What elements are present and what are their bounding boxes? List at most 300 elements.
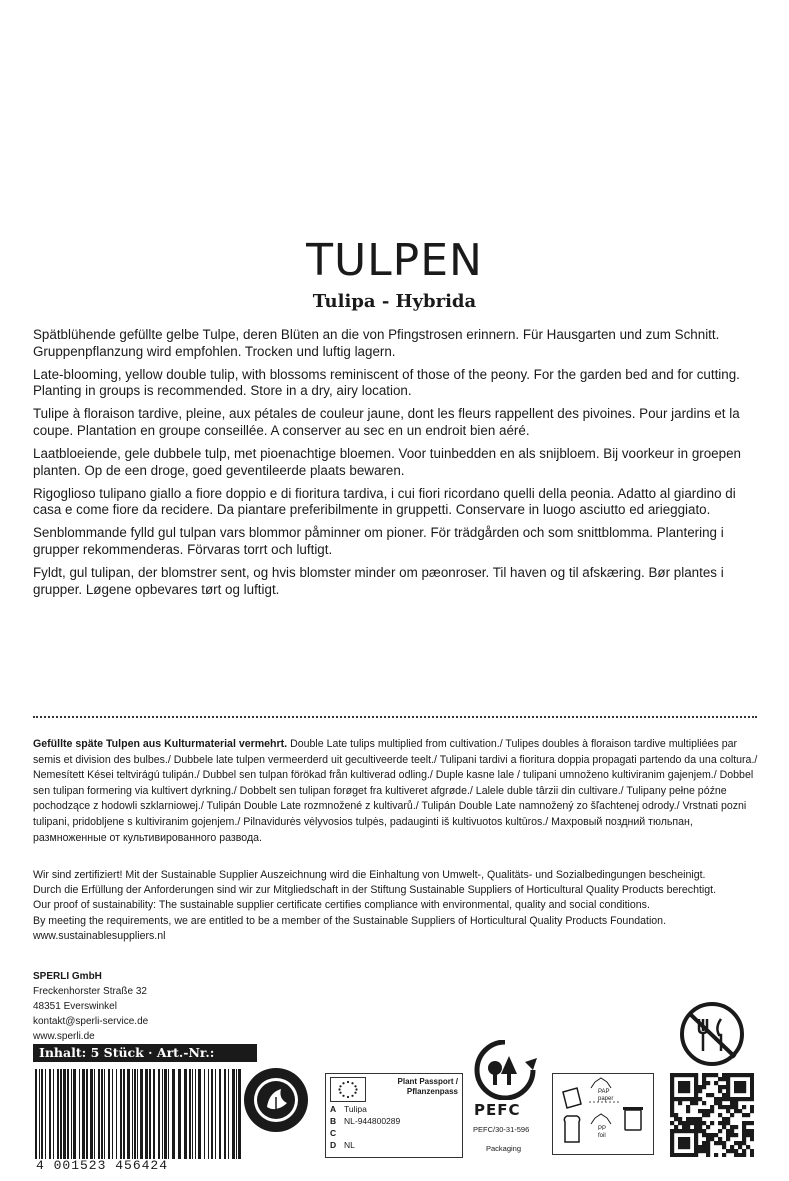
qr-module [678,1129,682,1133]
qr-module [750,1153,754,1157]
description-nl: Laatbloeiende, gele dubbele tulp, met pioenachtige bloemen. Voor tuinbedden en als snijbloem. Bij voorkeur in groepen planten. Op de een droge, goed geventileerde plaats bewaren. [33,446,741,478]
barcode-bar [112,1069,113,1159]
qr-module [670,1137,674,1141]
qr-module [694,1085,698,1089]
qr-module [686,1125,690,1129]
barcode-bar [149,1069,151,1159]
certification-text [33,868,773,944]
qr-module [674,1153,678,1157]
qr-module [718,1097,722,1101]
qr-module [742,1133,746,1137]
barcode-bar [238,1069,241,1159]
pefc-label: PEFC [474,1101,521,1119]
qr-module [694,1149,698,1153]
barcode-bar [71,1069,72,1159]
qr-module [726,1077,730,1081]
qr-module [702,1141,706,1145]
qr-module [678,1089,682,1093]
qr-module [722,1145,726,1149]
qr-module [694,1153,698,1157]
cert-url: www.sustainablesuppliers.nl [33,929,166,942]
qr-module [694,1081,698,1085]
barcode-bar [123,1069,125,1159]
qr-module [682,1145,686,1149]
barcode-bar [140,1069,143,1159]
qr-module [694,1077,698,1081]
qr-module [742,1141,746,1145]
qr-code-icon [670,1073,754,1157]
qr-module [670,1149,674,1153]
qr-module [710,1073,714,1077]
qr-module [742,1085,746,1089]
qr-module [714,1153,718,1157]
qr-module [738,1089,742,1093]
cert-line: By meeting the requirements, we are entitled to be a member of the Sustainable Suppliers of Horticultural Quality Products Foundation. [33,914,667,927]
qr-module [686,1129,690,1133]
qr-module [718,1113,722,1117]
barcode-bar [127,1069,130,1159]
qr-module [706,1133,710,1137]
barcode-bar [236,1069,237,1159]
barcode-bar [53,1069,54,1159]
passport-title-line: Plant Passport / [397,1077,458,1086]
passport-row [330,1104,367,1114]
qr-module [686,1137,690,1141]
passport-value: Tulipa [344,1104,367,1114]
qr-module [694,1093,698,1097]
qr-module [682,1081,686,1085]
qr-module [726,1133,730,1137]
qr-module [734,1149,738,1153]
qr-module [690,1097,694,1101]
qr-module [678,1153,682,1157]
qr-module [694,1133,698,1137]
barcode-bar [178,1069,181,1159]
qr-module [742,1137,746,1141]
qr-module [706,1145,710,1149]
description-sv: Senblommande fylld gul tulpan vars blommor påminner om pioner. För trädgården och som snittblomma. Plantering i grupper rekommenderas. Förvaras torrt och luftigt. [33,525,724,558]
qr-module [722,1073,726,1077]
passport-value: NL-944800289 [344,1116,401,1126]
qr-module [682,1125,686,1129]
qr-module [730,1145,734,1149]
qr-module [742,1153,746,1157]
qr-module [690,1101,694,1105]
qr-module [714,1081,718,1085]
pap-label: PAP [598,1089,610,1095]
qr-module [746,1129,750,1133]
barcode-bar [120,1069,122,1159]
paper-label: paper [598,1096,614,1102]
qr-module [706,1073,710,1077]
qr-module [690,1121,694,1125]
qr-module [722,1141,726,1145]
qr-module [670,1105,674,1109]
qr-module [750,1097,754,1101]
qr-module [742,1121,746,1125]
qr-module [686,1089,690,1093]
barcode-bar [198,1069,201,1159]
qr-module [718,1129,722,1133]
qr-module [734,1085,738,1089]
cert-line: Durch die Erfüllung der Anforderungen sind wir zur Mitgliedschaft in der Stiftung Sustainable Suppliers of Horticultural Quality Products berechtigt. [33,884,717,897]
qr-module [678,1117,682,1121]
barcode-bar [67,1069,69,1159]
company-email: kontakt@sperli-service.de [33,1016,149,1027]
qr-module [694,1117,698,1121]
qr-module [718,1105,722,1109]
passport-value: NL [344,1140,355,1150]
content-article-label: Inhalt: 5 Stück · Art.-Nr.: [33,1044,257,1062]
barcode-bar [162,1069,163,1159]
company-address [33,969,333,1044]
qr-module [722,1077,726,1081]
qr-module [670,1093,674,1097]
qr-module [710,1105,714,1109]
barcode-bar [86,1069,88,1159]
barcode-bar [73,1069,76,1159]
foil-label: foil [598,1133,606,1139]
recycle-foil-labels [598,1126,606,1140]
qr-module [746,1097,750,1101]
qr-module [702,1133,706,1137]
company-city: 48351 Everswinkel [33,1001,117,1012]
qr-module [706,1149,710,1153]
qr-module [726,1093,730,1097]
qr-module [698,1085,702,1089]
qr-module [750,1073,754,1077]
qr-module [710,1121,714,1125]
qr-module [718,1089,722,1093]
qr-module [690,1117,694,1121]
qr-module [698,1129,702,1133]
qr-module [682,1089,686,1093]
qr-module [738,1097,742,1101]
qr-module [730,1097,734,1101]
sustainable-supplier-logo-icon [243,1067,309,1133]
qr-module [706,1093,710,1097]
barcode-bar [39,1069,40,1159]
qr-module [706,1113,710,1117]
passport-title [398,1077,458,1097]
qr-module [670,1077,674,1081]
qr-module [714,1073,718,1077]
qr-module [670,1073,674,1077]
pefc-packaging: Packaging [486,1144,522,1153]
qr-module [694,1121,698,1125]
qr-module [694,1145,698,1149]
barcode-bar [82,1069,85,1159]
qr-module [734,1125,738,1129]
barcode-bar [232,1069,235,1159]
qr-module [694,1137,698,1141]
qr-module [670,1085,674,1089]
qr-module [706,1109,710,1113]
barcode-bar [104,1069,105,1159]
pefc-code: PEFC/30-31-596 [473,1125,530,1134]
qr-module [718,1101,722,1105]
barcode-bar [49,1069,51,1159]
qr-module [698,1117,702,1121]
barcode-bar [45,1069,46,1159]
qr-module [726,1137,730,1141]
barcode-bar [98,1069,100,1159]
barcode-bar [189,1069,191,1159]
qr-module [734,1089,738,1093]
barcode-bar [204,1069,205,1159]
barcode-bar [108,1069,110,1159]
qr-module [742,1081,746,1085]
qr-module [686,1105,690,1109]
qr-module [718,1137,722,1141]
origin-statement [33,737,758,846]
barcode-bar [57,1069,59,1159]
company-web: www.sperli.de [33,1031,95,1042]
qr-module [702,1113,706,1117]
qr-module [686,1073,690,1077]
barcode-bar [101,1069,103,1159]
qr-module [710,1093,714,1097]
qr-module [742,1125,746,1129]
qr-module [750,1129,754,1133]
product-descriptions [33,327,763,605]
qr-module [722,1121,726,1125]
qr-module [674,1113,678,1117]
qr-module [746,1145,750,1149]
qr-module [690,1073,694,1077]
qr-module [682,1153,686,1157]
qr-module [722,1105,726,1109]
passport-key: B [330,1116,337,1126]
qr-module [698,1121,702,1125]
qr-module [682,1097,686,1101]
qr-module [726,1081,730,1085]
barcode-bar [153,1069,155,1159]
qr-module [702,1149,706,1153]
qr-module [706,1137,710,1141]
qr-module [686,1081,690,1085]
qr-module [706,1141,710,1145]
qr-module [682,1085,686,1089]
qr-module [678,1121,682,1125]
qr-module [690,1129,694,1133]
recycle-paper-labels [598,1089,613,1103]
qr-module [718,1121,722,1125]
qr-module [698,1109,702,1113]
plant-passport [325,1073,463,1158]
qr-module [702,1073,706,1077]
qr-module [670,1101,674,1105]
recycle-icon [553,1074,653,1154]
qr-module [694,1125,698,1129]
qr-module [750,1109,754,1113]
qr-module [722,1153,726,1157]
barcode-bar [228,1069,229,1159]
passport-row [330,1140,355,1150]
barcode-bar [41,1069,43,1159]
qr-module [682,1129,686,1133]
qr-module [726,1073,730,1077]
qr-module [726,1129,730,1133]
qr-module [730,1149,734,1153]
qr-module [670,1141,674,1145]
qr-module [710,1109,714,1113]
qr-module [734,1141,738,1145]
qr-module [710,1133,714,1137]
qr-module [678,1101,682,1105]
qr-module [698,1145,702,1149]
qr-module [670,1113,674,1117]
qr-module [694,1089,698,1093]
qr-module [750,1085,754,1089]
barcode-bar [145,1069,148,1159]
qr-module [750,1149,754,1153]
barcode-bar [132,1069,133,1159]
qr-module [750,1081,754,1085]
eu-flag-icon [330,1077,366,1102]
qr-module [682,1141,686,1145]
qr-module [698,1097,702,1101]
qr-module [702,1085,706,1089]
qr-module [750,1077,754,1081]
barcode-bar [90,1069,93,1159]
qr-module [718,1141,722,1145]
pp-label: PP [598,1126,607,1132]
barcode-bar [134,1069,136,1159]
qr-module [730,1113,734,1117]
qr-module [686,1117,690,1121]
qr-module [710,1137,714,1141]
qr-module [738,1081,742,1085]
qr-module [678,1073,682,1077]
qr-module [694,1141,698,1145]
passport-key: C [330,1128,337,1138]
qr-module [702,1129,706,1133]
qr-module [670,1121,674,1125]
cert-line: Wir sind zertifiziert! Mit der Sustainable Supplier Auszeichnung wird die Einhaltung von Umwelt-, Qualitäts- und Sozialbedingungen bescheinigt. [33,869,706,881]
qr-module [670,1097,674,1101]
qr-module [686,1097,690,1101]
company-street: Freckenhorster Straße 32 [33,986,147,997]
qr-module [694,1097,698,1101]
qr-module [714,1101,718,1105]
description-fr: Tulipe à floraison tardive, pleine, aux pétales de couleur jaune, dont les fleurs rappellent des pivoines. Pour jardins et la coupe. Plantation en groupe conseillée. A conserver au sec en un endroit bien aéré. [33,406,740,438]
qr-module [742,1149,746,1153]
description-da: Fyldt, gul tulipan, der blomstrer sent, og hvis blomster minder om pæonroser. Til haven og til afskæring. Bør plantes i grupper. Løgene opbevares tørt og luftigt. [33,565,724,597]
recycling-info [552,1073,654,1155]
product-subtitle: Tulipa - Hybrida [312,291,477,312]
qr-module [722,1097,726,1101]
barcode-bar [192,1069,193,1159]
qr-module [734,1105,738,1109]
qr-module [670,1129,674,1133]
qr-module [702,1077,706,1081]
qr-module [750,1089,754,1093]
pefc-tree-icon [471,1040,539,1100]
origin-text: Double Late tulips multiplied from cultivation./ Tulipes doubles à floraison tardive multipliées par semis et division des bulbes./ Dubbele late tulpen vermeerderd uit gecultiveerde teelt./ Tulipani tardivi a fioritura doppia propagati partendo da una coltura./ Nemesített Kései teltvirágú tulipán./ Dubbel sen tulpan förökad från kultiverad odling./ Duple kasne lale / tulipani umnoženo kultiviranim gajenjem./ Dobbel sen tulipan formering via kultivert dyrkning./ Dobbelt sen tulipan forøget fra kultiveret afgrøde./ Lalele duble târzii din cultivare./ Tulipany pełne późne pochodzące z hodowli szklarniowej./ Tulipán Double Late rozmnožené z kultivarů./ Tulipán Double Late namnožený zo šľachtenej odrody./ Vrstnati pozni tulipani, pridobljene s kultiviranim gojenjem./ Pilnavidurės vėlyvosios tulpės, padauginti iš kultivuotos kultūros./ Махровый поздний тюльпан, размноженные от культивированного развода. [33,738,758,844]
qr-module [750,1105,754,1109]
qr-module [714,1133,718,1137]
qr-module [746,1121,750,1125]
qr-module [682,1073,686,1077]
qr-module [746,1073,750,1077]
qr-module [742,1113,746,1117]
qr-module [714,1097,718,1101]
barcode-bar [79,1069,80,1159]
qr-module [722,1093,726,1097]
qr-module [742,1129,746,1133]
qr-module [678,1097,682,1101]
qr-module [726,1089,730,1093]
qr-module [686,1121,690,1125]
qr-module [702,1145,706,1149]
qr-module [698,1125,702,1129]
qr-module [698,1089,702,1093]
qr-module [678,1137,682,1141]
qr-module [734,1109,738,1113]
qr-module [702,1081,706,1085]
qr-module [674,1117,678,1121]
qr-module [746,1113,750,1117]
qr-module [686,1109,690,1113]
qr-module [726,1097,730,1101]
qr-module [742,1097,746,1101]
qr-module [734,1153,738,1157]
qr-module [698,1149,702,1153]
qr-module [726,1149,730,1153]
qr-module [730,1133,734,1137]
qr-module [678,1145,682,1149]
origin-lead: Gefüllte späte Tulpen aus Kulturmaterial vermehrt. [33,738,288,750]
qr-module [750,1133,754,1137]
qr-module [738,1073,742,1077]
qr-module [690,1153,694,1157]
qr-module [742,1105,746,1109]
barcode-bar [215,1069,216,1159]
qr-module [738,1145,742,1149]
barcode-bar [195,1069,196,1159]
qr-module [702,1109,706,1113]
qr-module [722,1125,726,1129]
qr-module [738,1109,742,1113]
qr-module [742,1073,746,1077]
qr-module [670,1133,674,1137]
qr-module [694,1101,698,1105]
qr-module [706,1125,710,1129]
qr-module [686,1141,690,1145]
qr-module [730,1125,734,1129]
qr-module [738,1085,742,1089]
qr-module [730,1129,734,1133]
qr-module [670,1145,674,1149]
qr-module [670,1109,674,1113]
barcode-digits: 4 001523 456424 [36,1158,169,1173]
qr-module [750,1093,754,1097]
barcode-bar [184,1069,187,1159]
barcode-bar [94,1069,95,1159]
passport-title-line: Pflanzenpass [406,1087,458,1096]
qr-module [706,1153,710,1157]
description-en: Late-blooming, yellow double tulip, with blossoms reminiscent of those of the peony. For the garden bed and for cutting. Planting in groups is recommended. Store in a dry, airy location. [33,366,740,399]
qr-module [718,1077,722,1081]
qr-module [750,1137,754,1141]
barcode-bar [137,1069,138,1159]
qr-module [730,1105,734,1109]
passport-row [330,1116,400,1126]
qr-module [686,1145,690,1149]
qr-module [682,1121,686,1125]
barcode-bar [172,1069,175,1159]
